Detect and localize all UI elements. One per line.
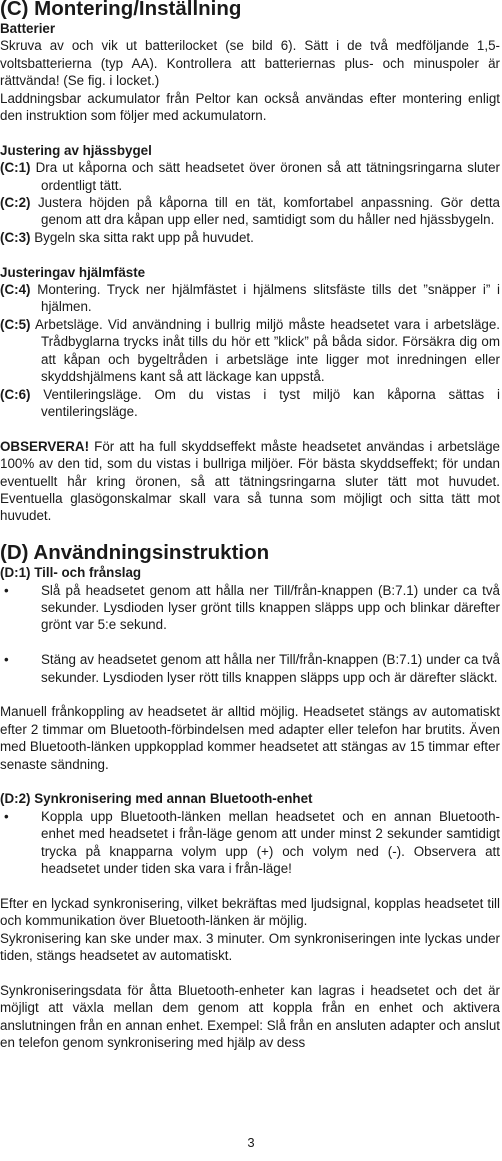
item-text: Justera höjden på kåporna till en tät, komfortabel anpassning. Gör detta genom att dra kåpan upp eller ned, samtidigt som du håller ned hjässbygeln. (37, 195, 500, 228)
sync-paragraph-2: Sykronisering kan ske under max. 3 minuter. Om synkroniseringen inte lyckas under tiden, stängs headsetet av automatiskt. (0, 930, 500, 963)
item-text: Bygeln ska sitta rakt upp på huvudet. (34, 229, 254, 245)
sync-heading: (D:2) Synkronisering med annan Bluetooth-enhet (0, 791, 313, 807)
page-number: 3 (247, 1135, 255, 1150)
onoff-bullet-2 (0, 651, 500, 686)
item-label: (C:3) (0, 229, 31, 245)
item-label: (C:1) (0, 160, 31, 176)
item-text: Ventileringsläge. Om du vistas i tyst miljö kan kåporna sättas i ventileringsläge. (41, 386, 500, 419)
helmet-heading: Justeringav hjälmfäste (0, 264, 146, 280)
section-d-title: (D) Användningsinstruktion (0, 541, 270, 565)
note-paragraph (0, 438, 500, 525)
battery-paragraph-2: Laddningsbar ackumulator från Peltor kan också användas efter montering enligt den instruktion som följer med ackumulatorn. (0, 90, 500, 124)
bullet-icon: • (4, 808, 9, 824)
item-label: (C:2) (0, 195, 31, 211)
bullet-icon: • (4, 582, 9, 598)
item-label: (C:6) (0, 386, 31, 402)
onoff-bullet-1 (0, 582, 500, 634)
battery-paragraph-1: Skruva av och vik ut batterilocket (se bild 6). Sätt i de två medföljande 1,5-voltsbatterierna (typ AA). Kontrollera att batteriernas plus- och minuspoler är rättvända! (Se fig. i locket.) (0, 38, 500, 89)
item-text: Montering. Tryck ner hjälmfästet i hjälmens slitsfäste tills det ”snäpper i” i hjälmen. (37, 282, 500, 315)
bullet-icon: • (4, 652, 9, 668)
helmet-item-c5 (0, 316, 500, 386)
helmet-item-c6 (0, 386, 500, 421)
item-label: (C:4) (0, 282, 31, 298)
onoff-heading: (D:1) Till- och frånslag (0, 565, 142, 581)
battery-heading: Batterier (0, 21, 56, 36)
manual-off-paragraph: Manuell frånkoppling av headsetet är alltid möjlig. Headsetet stängs av automatiskt efter 2 timmar om Bluetooth-förbindelsen med adapter eller telefon har brutits. Även med Bluetooth-länken uppkopplad kommer headsetet att stängas av 15 timmar efter senaste sändning. (0, 704, 500, 772)
item-text: Arbetsläge. Vid användning i bullrig miljö måste headsetet vara i arbetsläge. Trådbyglarna trycks inåt tills du hör ett ”klick” på båda sidor. Försäkra dig om att kåpan och bygeltråden i arbetsläge inte ligger mot inredningen eller skyddshjälmens kant så att läckage kan uppstå. (34, 316, 501, 385)
bullet-text: Koppla upp Bluetooth-länken mellan headsetet och en annan Bluetooth-enhet med headsetet i från-läge genom att under minst 2 sekunder samtidigt trycka på knapparna volym upp (+) och volym ned (-). Observera att headsetet under tiden ska vara i från-läge! (41, 808, 500, 876)
section-c-title: (C) Montering/Inställning (0, 0, 242, 20)
sync-paragraph-3: Synkroniseringsdata för åtta Bluetooth-enheter kan lagras i headsetet och det är möjligt att växla mellan dem genom att koppla från en enhet och aktivera anslutningen från en annan enhet. Exempel: Slå från en ansluten adapter och anslut en telefon genom synkronisering med hjälp av dess (0, 982, 500, 1051)
note-label: OBSERVERA! (0, 438, 90, 454)
helmet-item-c4 (0, 281, 500, 316)
item-text: Dra ut kåporna och sätt headsetet över öronen så att tätningsringarna sluter ordentligt tätt. (35, 160, 500, 193)
bullet-text: Stäng av headsetet genom att hålla ner Till/från-knappen (B:7.1) under ca två sekunder. Lysdioden lyser rött tills knappen släpps upp och är därefter släckt. (41, 652, 500, 685)
headband-heading: Justering av hjässbygel (0, 142, 152, 158)
item-label: (C:5) (0, 316, 31, 332)
headband-item-c2 (0, 194, 500, 229)
sync-paragraph-1: Efter en lyckad synkronisering, vilket bekräftas med ljudsignal, kopplas headsetet till och kommunikation över Bluetooth-länken är möjlig. (0, 895, 500, 929)
note-text: För att ha full skyddseffekt måste headsetet användas i arbetsläge 100% av den tid, som du vistas i bullriga miljöer. För bästa skyddseffekt; för undan eventuellt hår kring öronen, så att tätningsringarna sluter tätt mot huvudet. Eventuella glasögonskalmar skall vara så tunna som möjligt och sitta tätt mot huvudet. (0, 438, 500, 524)
headband-item-c1 (0, 159, 500, 194)
sync-bullet-1 (0, 808, 500, 878)
bullet-text: Slå på headsetet genom att hålla ner Till/från-knappen (B:7.1) under ca två sekunder. Lysdioden lyser grönt tills knappen släpps upp och blinkar därefter grönt var 5:e sekund. (41, 582, 500, 633)
headband-item-c3 (0, 229, 500, 246)
